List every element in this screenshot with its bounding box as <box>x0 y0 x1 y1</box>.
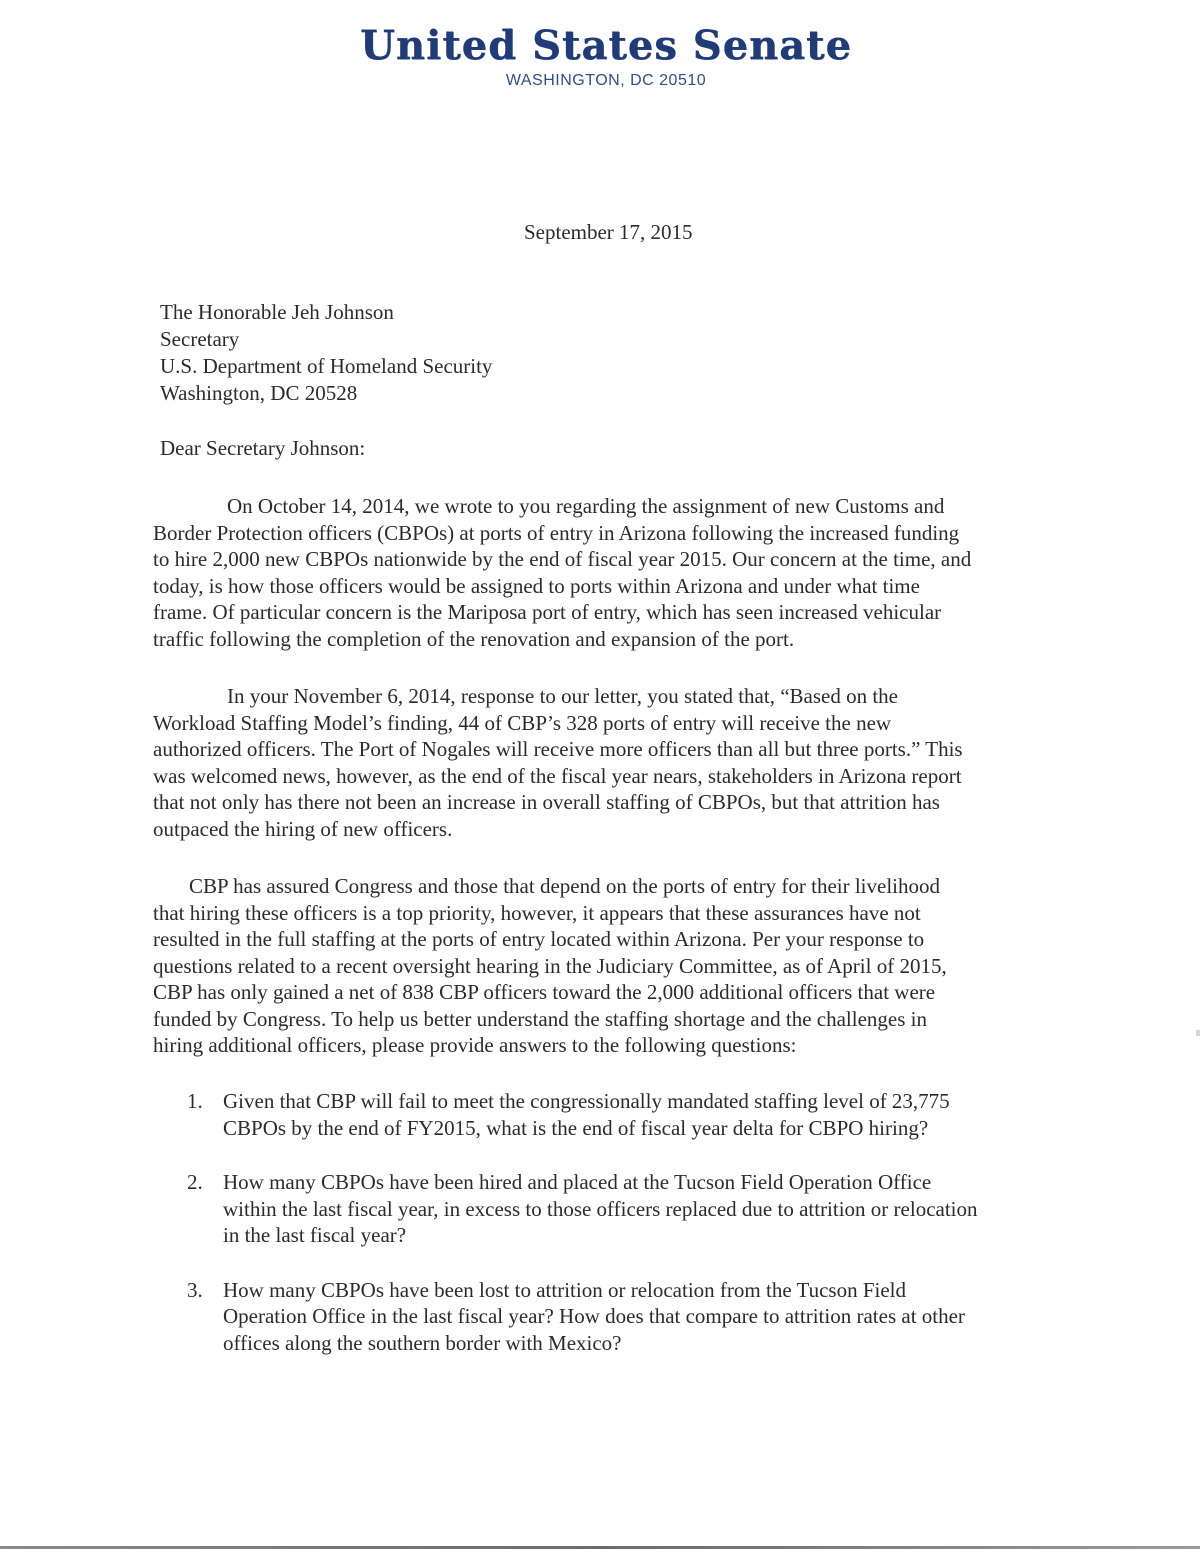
paragraph-line: On October 14, 2014, we wrote to you regarding the assignment of new Customs and <box>227 494 945 518</box>
question-number: 2. <box>187 1170 203 1194</box>
paragraph-line: In your November 6, 2014, response to our letter, you stated that, “Based on the <box>227 684 898 708</box>
addressee-block <box>160 299 492 407</box>
paragraph-line: authorized officers. The Port of Nogales will receive more officers than all but three ports.” This <box>153 737 963 761</box>
paragraph-line: Workload Staffing Model’s finding, 44 of CBP’s 328 ports of entry will receive the new <box>153 710 892 735</box>
question-item <box>187 1088 1087 1141</box>
question-line: within the last fiscal year, in excess to those officers replaced due to attrition or relocation <box>223 1196 978 1221</box>
paragraph-line: hiring additional officers, please provide answers to the following questions: <box>153 1033 797 1057</box>
paragraph-line: was welcomed news, however, as the end of the fiscal year nears, stakeholders in Arizona report <box>153 763 962 788</box>
question-line: in the last fiscal year? <box>223 1223 407 1247</box>
paragraph-line: funded by Congress. To help us better understand the staffing shortage and the challenges in <box>153 1006 927 1031</box>
letterhead <box>0 22 1200 90</box>
page-bottom-edge <box>0 1546 1200 1549</box>
paragraph-line: resulted in the full staffing at the ports of entry located within Arizona. Per your response to <box>153 927 925 951</box>
addressee-department: U.S. Department of Homeland Security <box>160 354 493 378</box>
paragraph-line: frame. Of particular concern is the Mariposa port of entry, which has seen increased vehicular <box>153 600 942 624</box>
paragraph-line: that not only has there not been an increase in overall staffing of CBPOs, but that attrition has <box>153 790 940 814</box>
question-line: How many CBPOs have been hired and placed at the Tucson Field Operation Office <box>223 1170 932 1194</box>
paragraph-line: CBP has only gained a net of 838 CBP officers toward the 2,000 additional officers that were <box>153 980 936 1004</box>
question-number: 1. <box>187 1089 203 1113</box>
paragraph-line: outpaced the hiring of new officers. <box>153 816 453 841</box>
question-item <box>187 1169 1087 1249</box>
paragraph-line: traffic following the completion of the renovation and expansion of the port. <box>153 626 795 651</box>
question-line: Operation Office in the last fiscal year? How does that compare to attrition rates at other <box>223 1304 965 1328</box>
question-text <box>223 1169 978 1249</box>
question-number: 3. <box>187 1277 203 1302</box>
senate-address: WASHINGTON, DC 20510 <box>505 72 707 89</box>
question-text <box>223 1277 965 1357</box>
question-line: CBPOs by the end of FY2015, what is the end of fiscal year delta for CBPO hiring? <box>223 1115 929 1140</box>
paragraph-line: Border Protection officers (CBPOs) at ports of entry in Arizona following the increased funding <box>153 520 960 545</box>
salutation: Dear Secretary Johnson: <box>160 436 366 460</box>
letter-date: September 17, 2015 <box>524 220 693 244</box>
question-line: How many CBPOs have been lost to attrition or relocation from the Tucson Field <box>223 1277 907 1302</box>
paragraph-2 <box>153 683 1093 842</box>
paragraph-line: today, is how those officers would be assigned to ports within Arizona and under what time <box>153 573 920 598</box>
question-line: offices along the southern border with Mexico? <box>223 1330 622 1355</box>
question-line: Given that CBP will fail to meet the congressionally mandated staffing level of 23,775 <box>223 1089 950 1113</box>
question-item <box>187 1277 1087 1357</box>
paragraph-line: questions related to a recent oversight hearing in the Judiciary Committee, as of April of 2015, <box>153 953 947 978</box>
senate-title: United States Senate <box>360 22 852 69</box>
question-text <box>223 1088 950 1141</box>
addressee-title: Secretary <box>160 327 240 351</box>
addressee-city: Washington, DC 20528 <box>160 381 358 405</box>
paragraph-line: that hiring these officers is a top priority, however, it appears that these assurances have not <box>153 900 921 925</box>
paragraph-line: to hire 2,000 new CBPOs nationwide by the end of fiscal year 2015. Our concern at the time, and <box>153 547 972 571</box>
addressee-name: The Honorable Jeh Johnson <box>160 300 394 324</box>
scan-edge-mark <box>1196 1030 1200 1036</box>
paragraph-1 <box>153 493 1093 652</box>
questions-list <box>187 1088 1087 1384</box>
paragraph-line: CBP has assured Congress and those that depend on the ports of entry for their livelihood <box>189 874 941 898</box>
paragraph-3 <box>153 873 1093 1059</box>
